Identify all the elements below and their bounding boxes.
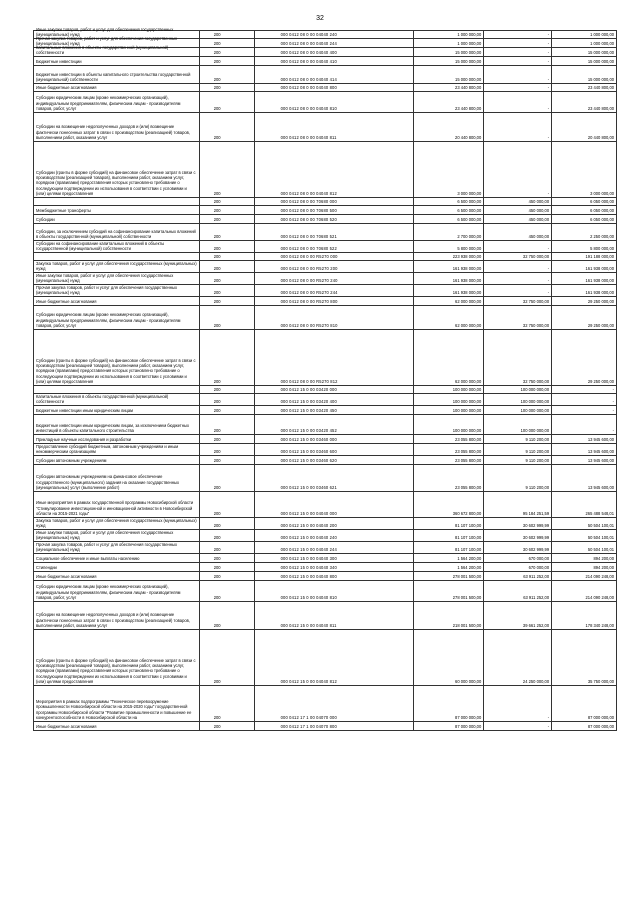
row-approved-cell: 23 055 800,00 bbox=[414, 444, 484, 455]
row-name-cell: Субсидии юридическим лицам (кроме некоммерческих организаций), индивидуальным предпринимателям, физическим лицам - производителям товаров, работ, услуг bbox=[34, 581, 200, 601]
row-code-cell: 200 bbox=[200, 542, 255, 553]
row-kbk-cell: 000 0412 08 0 00 R5270 800 bbox=[255, 297, 415, 305]
table-row bbox=[33, 84, 617, 92]
row-code-cell: 200 bbox=[200, 492, 255, 517]
row-kbk-cell: 000 0412 15 0 00 03460 621 bbox=[255, 465, 415, 491]
row-approved-cell: 81 107 100,00 bbox=[414, 518, 484, 529]
row-name-cell: Предоставление субсидий бюджетным, автономным учреждениям и иным некоммерческим организациям bbox=[34, 444, 200, 455]
row-executed-cell: - bbox=[484, 57, 552, 65]
row-remaining-cell: 2 250 000,00 bbox=[552, 224, 617, 240]
row-code-cell: 200 bbox=[200, 602, 255, 629]
row-executed-cell: 32 750 000,00 bbox=[484, 253, 552, 260]
row-name-cell: Закупка товаров, работ и услуг для обеспечения государственных (муниципальных) нужд bbox=[34, 261, 200, 272]
row-kbk-cell: 000 0412 08 0 00 04040 810 bbox=[255, 92, 415, 112]
row-approved-cell: 81 107 100,00 bbox=[414, 542, 484, 553]
table-row bbox=[33, 554, 617, 563]
row-remaining-cell: 15 000 000,00 bbox=[552, 66, 617, 83]
row-executed-cell: 100 000 000,00 bbox=[484, 406, 552, 414]
row-name-cell: Прочая закупка товаров, работ и услуг для обеспечения государственных (муниципальных) нужд bbox=[34, 542, 200, 553]
row-approved-cell: 62 000 000,00 bbox=[414, 306, 484, 329]
row-executed-cell: 450 000,00 bbox=[484, 206, 552, 214]
row-name-cell: Субсидии автономным учреждениям bbox=[34, 456, 200, 464]
row-code-cell: 200 bbox=[200, 444, 255, 455]
row-code-cell: 200 bbox=[200, 285, 255, 296]
row-name-cell: Капитальные вложения в объекты государственной (муниципальной) собственности bbox=[34, 48, 200, 56]
row-approved-cell: 2 700 000,00 bbox=[414, 224, 484, 240]
row-approved-cell: 81 107 100,00 bbox=[414, 530, 484, 541]
table-row bbox=[33, 330, 617, 386]
row-remaining-cell: 1 000 000,00 bbox=[552, 31, 617, 38]
row-approved-cell: 100 000 000,00 bbox=[414, 386, 484, 393]
row-kbk-cell: 000 0412 15 0 00 04040 300 bbox=[255, 554, 415, 562]
row-code-cell: 200 bbox=[200, 297, 255, 305]
row-kbk-cell: 000 0412 15 0 00 04040 812 bbox=[255, 630, 415, 685]
row-approved-cell: 87 000 000,00 bbox=[414, 686, 484, 721]
row-remaining-cell: 5 800 000,00 bbox=[552, 241, 617, 252]
table-row bbox=[33, 686, 617, 722]
row-kbk-cell: 000 0412 08 0 00 70680 000 bbox=[255, 198, 415, 205]
row-executed-cell: - bbox=[484, 261, 552, 272]
row-name-cell: Субсидии автономным учреждениям на финансовое обеспечение государственного (муниципального) задания на оказание государственных (муниципальных) услуг (выполнение работ) bbox=[34, 465, 200, 491]
table-row bbox=[33, 394, 617, 406]
row-name-cell: Бюджетные инвестиции в объекты капитального строительства государственной (муниципальной) собственности bbox=[34, 66, 200, 83]
row-code-cell: 200 bbox=[200, 84, 255, 91]
row-approved-cell: 6 500 000,00 bbox=[414, 215, 484, 223]
page-number: 32 bbox=[316, 15, 324, 22]
row-remaining-cell: 161 938 000,00 bbox=[552, 273, 617, 284]
row-code-cell: 200 bbox=[200, 31, 255, 38]
row-name-cell bbox=[34, 198, 200, 205]
row-kbk-cell: 000 0412 15 0 00 03460 600 bbox=[255, 444, 415, 455]
row-name-cell: Субсидии (гранты в форме субсидий) на финансовое обеспечение затрат в связи с производством (реализацией товаров), выполнением работ, оказанием услуг, порядком (правилами) предоставления которых установлено требование о последующем подтверждении их использования в соответствии с условиями и (или) целями предоставления bbox=[34, 330, 200, 385]
row-executed-cell: - bbox=[484, 285, 552, 296]
row-approved-cell: 100 000 000,00 bbox=[414, 394, 484, 405]
row-approved-cell: 223 938 000,00 bbox=[414, 253, 484, 260]
row-name-cell: Бюджетные инвестиции иным юридическим лицам bbox=[34, 406, 200, 414]
row-executed-cell: - bbox=[484, 113, 552, 141]
row-approved-cell: 87 000 000,00 bbox=[414, 722, 484, 730]
row-approved-cell: 100 000 000,00 bbox=[414, 406, 484, 414]
table-row bbox=[33, 542, 617, 554]
row-kbk-cell: 000 0412 08 0 00 04040 414 bbox=[255, 66, 415, 83]
row-code-cell: 200 bbox=[200, 572, 255, 580]
row-remaining-cell: 29 250 000,00 bbox=[552, 306, 617, 329]
row-executed-cell: - bbox=[484, 31, 552, 38]
row-executed-cell: 450 000,00 bbox=[484, 198, 552, 205]
row-remaining-cell: - bbox=[552, 415, 617, 434]
table-row bbox=[33, 456, 617, 465]
row-name-cell: Субсидии (гранты в форме субсидий) на финансовое обеспечение затрат в связи с производством (реализацией товаров), выполнением работ, оказанием услуг, порядком (правилами) предоставления которых установлено требование о последующем подтверждении их использования в соответствии с условиями и (или) целями предоставления bbox=[34, 630, 200, 685]
row-remaining-cell: 161 938 000,00 bbox=[552, 285, 617, 296]
row-executed-cell: 670 000,00 bbox=[484, 554, 552, 562]
row-executed-cell: - bbox=[484, 48, 552, 56]
row-approved-cell: 6 500 000,00 bbox=[414, 206, 484, 214]
row-remaining-cell: 214 090 248,00 bbox=[552, 572, 617, 580]
row-approved-cell: 20 440 800,00 bbox=[414, 113, 484, 141]
row-executed-cell: - bbox=[484, 84, 552, 91]
row-name-cell: Субсидии на софинансирование капитальных вложений в объекты государственной (муниципальной) собственности bbox=[34, 241, 200, 252]
row-remaining-cell: 265 488 548,01 bbox=[552, 492, 617, 517]
row-kbk-cell: 000 0412 08 0 00 R5270 200 bbox=[255, 261, 415, 272]
row-name-cell: Субсидии (гранты в форме субсидий) на финансовое обеспечение затрат в связи с производством (реализацией товаров), выполнением работ, оказанием услуг, порядком (правилами) предоставления которых установлено требование о последующем подтверждении их использования в соответствии с условиями и (или) целями предоставления bbox=[34, 142, 200, 197]
table-row bbox=[33, 261, 617, 273]
row-approved-cell: 23 440 800,00 bbox=[414, 84, 484, 91]
row-kbk-cell: 000 0412 15 0 00 04040 244 bbox=[255, 542, 415, 553]
row-executed-cell: 100 000 000,00 bbox=[484, 415, 552, 434]
table-row bbox=[33, 57, 617, 66]
row-executed-cell: 9 110 200,00 bbox=[484, 465, 552, 491]
row-name-cell: Бюджетные инвестиции иным юридическим лицам, за исключением бюджетных инвестиций в объекты капитального строительства bbox=[34, 415, 200, 434]
table-row bbox=[33, 492, 617, 518]
row-name-cell: Стипендии bbox=[34, 563, 200, 571]
row-kbk-cell: 000 0412 15 0 00 03420 450 bbox=[255, 406, 415, 414]
row-executed-cell: 95 184 251,59 bbox=[484, 492, 552, 517]
row-approved-cell: 60 000 000,00 bbox=[414, 630, 484, 685]
row-name-cell: Иные бюджетные ассигнования bbox=[34, 84, 200, 91]
row-code-cell: 200 bbox=[200, 66, 255, 83]
row-name-cell: Субсидии на возмещение недополученных доходов и (или) возмещение фактически понесенных затрат в связи с производством (реализацией) товаров, выполнением работ, оказанием услуг bbox=[34, 602, 200, 629]
row-remaining-cell: 161 938 000,00 bbox=[552, 261, 617, 272]
table-row bbox=[33, 224, 617, 241]
row-code-cell: 200 bbox=[200, 241, 255, 252]
table-row bbox=[33, 630, 617, 686]
row-code-cell: 200 bbox=[200, 206, 255, 214]
row-remaining-cell: 35 750 000,00 bbox=[552, 630, 617, 685]
row-approved-cell: 161 938 000,00 bbox=[414, 261, 484, 272]
row-code-cell: 200 bbox=[200, 686, 255, 721]
row-executed-cell: - bbox=[484, 686, 552, 721]
row-code-cell: 200 bbox=[200, 48, 255, 56]
row-executed-cell: 30 602 999,99 bbox=[484, 530, 552, 541]
table-row bbox=[33, 297, 617, 306]
row-remaining-cell: 50 504 100,01 bbox=[552, 518, 617, 529]
budget-table bbox=[33, 26, 617, 731]
row-approved-cell: 1 000 000,00 bbox=[414, 39, 484, 47]
row-code-cell: 200 bbox=[200, 456, 255, 464]
row-remaining-cell: - bbox=[552, 386, 617, 393]
table-row bbox=[33, 66, 617, 84]
row-executed-cell: 670 000,00 bbox=[484, 563, 552, 571]
row-approved-cell: 62 000 000,00 bbox=[414, 330, 484, 385]
row-name-cell bbox=[34, 386, 200, 393]
table-row bbox=[33, 563, 617, 572]
row-name-cell bbox=[34, 253, 200, 260]
table-row bbox=[33, 530, 617, 542]
row-remaining-cell: 50 504 100,01 bbox=[552, 530, 617, 541]
row-name-cell: Иные бюджетные ассигнования bbox=[34, 572, 200, 580]
row-name-cell: Субсидии bbox=[34, 215, 200, 223]
row-remaining-cell: 6 050 000,00 bbox=[552, 198, 617, 205]
row-kbk-cell: 000 0412 08 0 00 04040 240 bbox=[255, 31, 415, 38]
row-remaining-cell: 894 200,00 bbox=[552, 563, 617, 571]
row-code-cell: 200 bbox=[200, 722, 255, 730]
row-approved-cell: 278 001 500,00 bbox=[414, 581, 484, 601]
row-approved-cell: 3 000 000,00 bbox=[414, 142, 484, 197]
row-executed-cell: 100 000 000,00 bbox=[484, 386, 552, 393]
row-kbk-cell: 000 0412 15 0 00 04040 810 bbox=[255, 581, 415, 601]
row-code-cell: 200 bbox=[200, 261, 255, 272]
row-approved-cell: 1 000 000,00 bbox=[414, 31, 484, 38]
row-name-cell: Прочая закупка товаров, работ и услуг для обеспечения государственных (муниципальных) нужд bbox=[34, 285, 200, 296]
row-executed-cell: - bbox=[484, 66, 552, 83]
row-kbk-cell: 000 0412 08 0 00 R5270 244 bbox=[255, 285, 415, 296]
table-row bbox=[33, 215, 617, 224]
row-remaining-cell: 3 000 000,00 bbox=[552, 142, 617, 197]
row-code-cell: 200 bbox=[200, 113, 255, 141]
row-executed-cell: 9 110 200,00 bbox=[484, 444, 552, 455]
row-code-cell: 200 bbox=[200, 518, 255, 529]
row-remaining-cell: 214 090 248,00 bbox=[552, 581, 617, 601]
row-kbk-cell: 000 0412 08 0 00 70680 520 bbox=[255, 215, 415, 223]
row-kbk-cell: 000 0412 08 0 00 R5270 810 bbox=[255, 306, 415, 329]
row-code-cell: 200 bbox=[200, 198, 255, 205]
row-name-cell: Иные закупки товаров, работ и услуг для обеспечения государственных (муниципальных) нужд bbox=[34, 273, 200, 284]
table-row bbox=[33, 465, 617, 492]
row-executed-cell: - bbox=[484, 722, 552, 730]
row-executed-cell: 450 000,00 bbox=[484, 215, 552, 223]
row-approved-cell: 23 055 800,00 bbox=[414, 435, 484, 443]
row-approved-cell: 23 055 800,00 bbox=[414, 456, 484, 464]
row-name-cell: Иные бюджетные ассигнования bbox=[34, 297, 200, 305]
table-row bbox=[33, 142, 617, 198]
row-name-cell: Иные мероприятия в рамках государственной программы Новосибирской области "Стимулирование инвестиционной и инновационной активности в Новосибирской области на 2015-2021 годы" bbox=[34, 492, 200, 517]
table-row bbox=[33, 306, 617, 330]
row-remaining-cell: - bbox=[552, 394, 617, 405]
row-remaining-cell: - bbox=[552, 406, 617, 414]
row-kbk-cell: 000 0412 08 0 00 70680 521 bbox=[255, 224, 415, 240]
row-name-cell: Иные закупки товаров, работ и услуг для обеспечения государственных (муниципальных) нужд bbox=[34, 530, 200, 541]
row-approved-cell: 62 000 000,00 bbox=[414, 297, 484, 305]
row-kbk-cell: 000 0412 08 0 00 70680 522 bbox=[255, 241, 415, 252]
row-kbk-cell: 000 0412 08 0 00 R5270 240 bbox=[255, 273, 415, 284]
table-row bbox=[33, 285, 617, 297]
row-remaining-cell: 894 200,00 bbox=[552, 554, 617, 562]
row-name-cell: Субсидии на возмещение недополученных доходов и (или) возмещение фактически понесенных затрат в связи с производством (реализацией) товаров, выполнением работ, оказанием услуг bbox=[34, 113, 200, 141]
table-row bbox=[33, 722, 617, 731]
row-name-cell: Капитальные вложения в объекты государственной (муниципальной) собственности bbox=[34, 394, 200, 405]
table-row bbox=[33, 415, 617, 435]
row-executed-cell: 100 000 000,00 bbox=[484, 394, 552, 405]
row-executed-cell: 30 602 999,99 bbox=[484, 542, 552, 553]
row-remaining-cell: 191 188 000,00 bbox=[552, 253, 617, 260]
row-approved-cell: 5 800 000,00 bbox=[414, 241, 484, 252]
row-name-cell: Мероприятия в рамках подпрограммы "Техническое перевооружение промышленности Новосибирской области на 2015-2020 годы" государственной программы Новосибирской области "Развитие промышленности и повышение ее конкурентоспособности в Новосибирской области на bbox=[34, 686, 200, 721]
row-remaining-cell: 23 440 800,00 bbox=[552, 84, 617, 91]
row-kbk-cell: 000 0412 08 0 00 04040 812 bbox=[255, 142, 415, 197]
row-name-cell: Межбюджетные трансферты bbox=[34, 206, 200, 214]
row-executed-cell: - bbox=[484, 241, 552, 252]
row-kbk-cell: 000 0412 08 0 00 04040 800 bbox=[255, 84, 415, 91]
row-remaining-cell: 1 000 000,00 bbox=[552, 39, 617, 47]
row-approved-cell: 218 001 500,00 bbox=[414, 602, 484, 629]
row-approved-cell: 6 500 000,00 bbox=[414, 198, 484, 205]
row-code-cell: 200 bbox=[200, 406, 255, 414]
row-approved-cell: 1 564 200,00 bbox=[414, 563, 484, 571]
table-row bbox=[33, 602, 617, 630]
row-kbk-cell: 000 0412 15 0 00 04040 811 bbox=[255, 602, 415, 629]
row-kbk-cell: 000 0412 08 0 00 04040 400 bbox=[255, 48, 415, 56]
row-kbk-cell: 000 0412 15 0 00 03460 620 bbox=[255, 456, 415, 464]
row-executed-cell: 32 750 000,00 bbox=[484, 330, 552, 385]
table-row bbox=[33, 273, 617, 285]
row-name-cell: Прочая закупка товаров, работ и услуг для обеспечения государственных (муниципальных) нужд bbox=[34, 39, 200, 47]
row-approved-cell: 15 000 000,00 bbox=[414, 48, 484, 56]
row-code-cell: 200 bbox=[200, 630, 255, 685]
row-kbk-cell: 000 0412 15 0 00 04040 240 bbox=[255, 530, 415, 541]
row-approved-cell: 23 055 800,00 bbox=[414, 465, 484, 491]
table-row bbox=[33, 198, 617, 206]
table-row bbox=[33, 406, 617, 415]
row-kbk-cell: 000 0412 15 0 00 03420 400 bbox=[255, 394, 415, 405]
row-approved-cell: 360 672 800,00 bbox=[414, 492, 484, 517]
row-approved-cell: 23 440 800,00 bbox=[414, 92, 484, 112]
row-kbk-cell: 000 0412 15 0 00 03460 000 bbox=[255, 435, 415, 443]
row-kbk-cell: 000 0412 17 1 00 04070 800 bbox=[255, 722, 415, 730]
row-executed-cell: 39 661 252,00 bbox=[484, 602, 552, 629]
row-remaining-cell: 29 250 000,00 bbox=[552, 297, 617, 305]
table-row bbox=[33, 206, 617, 215]
row-code-cell: 200 bbox=[200, 394, 255, 405]
row-code-cell: 200 bbox=[200, 142, 255, 197]
row-remaining-cell: 87 000 000,00 bbox=[552, 686, 617, 721]
row-remaining-cell: 50 504 100,01 bbox=[552, 542, 617, 553]
table-row bbox=[33, 44, 617, 57]
row-remaining-cell: 15 000 000,00 bbox=[552, 57, 617, 65]
row-executed-cell: - bbox=[484, 39, 552, 47]
row-code-cell: 200 bbox=[200, 563, 255, 571]
row-approved-cell: 15 000 000,00 bbox=[414, 66, 484, 83]
table-row bbox=[33, 113, 617, 142]
table-row bbox=[33, 572, 617, 581]
row-code-cell: 200 bbox=[200, 415, 255, 434]
row-kbk-cell: 000 0412 08 0 00 R5270 812 bbox=[255, 330, 415, 385]
row-remaining-cell: 15 000 000,00 bbox=[552, 48, 617, 56]
row-executed-cell: 450 000,00 bbox=[484, 224, 552, 240]
row-executed-cell: - bbox=[484, 273, 552, 284]
row-name-cell: Субсидии юридическим лицам (кроме некоммерческих организаций), индивидуальным предпринимателям, физическим лицам - производителям товаров, работ, услуг bbox=[34, 92, 200, 112]
row-executed-cell: 24 250 000,00 bbox=[484, 630, 552, 685]
row-remaining-cell: 6 050 000,00 bbox=[552, 206, 617, 214]
row-name-cell: Бюджетные инвестиции bbox=[34, 57, 200, 65]
row-name-cell: Иные бюджетные ассигнования bbox=[34, 722, 200, 730]
row-executed-cell: 32 750 000,00 bbox=[484, 297, 552, 305]
row-code-cell: 200 bbox=[200, 530, 255, 541]
row-code-cell: 200 bbox=[200, 273, 255, 284]
row-code-cell: 200 bbox=[200, 581, 255, 601]
row-code-cell: 200 bbox=[200, 435, 255, 443]
table-row bbox=[33, 241, 617, 253]
row-code-cell: 200 bbox=[200, 57, 255, 65]
row-code-cell: 200 bbox=[200, 306, 255, 329]
row-approved-cell: 1 564 200,00 bbox=[414, 554, 484, 562]
row-code-cell: 200 bbox=[200, 39, 255, 47]
row-approved-cell: 161 938 000,00 bbox=[414, 273, 484, 284]
row-code-cell: 200 bbox=[200, 253, 255, 260]
row-code-cell: 200 bbox=[200, 386, 255, 393]
row-executed-cell: 63 911 252,00 bbox=[484, 572, 552, 580]
row-executed-cell: 32 750 000,00 bbox=[484, 306, 552, 329]
row-approved-cell: 278 001 500,00 bbox=[414, 572, 484, 580]
row-remaining-cell: 13 945 600,00 bbox=[552, 456, 617, 464]
row-code-cell: 200 bbox=[200, 215, 255, 223]
row-remaining-cell: 87 000 000,00 bbox=[552, 722, 617, 730]
row-kbk-cell: 000 0412 15 0 00 04040 200 bbox=[255, 518, 415, 529]
row-remaining-cell: 13 945 600,00 bbox=[552, 465, 617, 491]
row-approved-cell: 100 000 000,00 bbox=[414, 415, 484, 434]
row-kbk-cell: 000 0412 08 0 00 70680 500 bbox=[255, 206, 415, 214]
row-code-cell: 200 bbox=[200, 92, 255, 112]
row-executed-cell: - bbox=[484, 92, 552, 112]
row-name-cell: Прикладные научные исследования и разработки bbox=[34, 435, 200, 443]
row-executed-cell: 9 110 200,00 bbox=[484, 435, 552, 443]
row-remaining-cell: 29 250 000,00 bbox=[552, 330, 617, 385]
row-remaining-cell: 23 440 800,00 bbox=[552, 92, 617, 112]
row-kbk-cell: 000 0412 15 0 00 04040 800 bbox=[255, 572, 415, 580]
row-remaining-cell: 20 440 800,00 bbox=[552, 113, 617, 141]
row-code-cell: 200 bbox=[200, 224, 255, 240]
row-name-cell: Иные закупки товаров, работ и услуг для обеспечения государственных (муниципальных) нужд bbox=[34, 31, 200, 38]
row-approved-cell: 161 938 000,00 bbox=[414, 285, 484, 296]
row-executed-cell: - bbox=[484, 142, 552, 197]
table-row bbox=[33, 518, 617, 530]
row-code-cell: 200 bbox=[200, 330, 255, 385]
row-remaining-cell: 13 945 600,00 bbox=[552, 444, 617, 455]
row-kbk-cell: 000 0412 08 0 00 04040 410 bbox=[255, 57, 415, 65]
row-remaining-cell: 178 340 248,00 bbox=[552, 602, 617, 629]
row-name-cell: Закупка товаров, работ и услуг для обеспечения государственных (муниципальных) нужд bbox=[34, 518, 200, 529]
row-remaining-cell: 6 050 000,00 bbox=[552, 215, 617, 223]
row-executed-cell: 9 110 200,00 bbox=[484, 456, 552, 464]
row-kbk-cell: 000 0412 15 0 00 03420 000 bbox=[255, 386, 415, 393]
row-executed-cell: 30 602 999,99 bbox=[484, 518, 552, 529]
row-kbk-cell: 000 0412 08 0 00 04040 811 bbox=[255, 113, 415, 141]
row-code-cell: 200 bbox=[200, 465, 255, 491]
row-kbk-cell: 000 0412 08 0 00 04040 244 bbox=[255, 39, 415, 47]
table-row bbox=[33, 92, 617, 113]
row-name-cell: Социальное обеспечение и иные выплаты населению bbox=[34, 554, 200, 562]
row-kbk-cell: 000 0412 15 0 00 04040 000 bbox=[255, 492, 415, 517]
row-approved-cell: 15 000 000,00 bbox=[414, 57, 484, 65]
row-kbk-cell: 000 0412 15 0 00 04040 340 bbox=[255, 563, 415, 571]
row-executed-cell: 63 911 252,00 bbox=[484, 581, 552, 601]
table-row bbox=[33, 444, 617, 456]
row-remaining-cell: 13 945 600,00 bbox=[552, 435, 617, 443]
table-row bbox=[33, 581, 617, 602]
row-name-cell: Субсидии, за исключением субсидий на софинансирование капитальных вложений в объекты государственной (муниципальной) собственности bbox=[34, 224, 200, 240]
row-kbk-cell: 000 0412 15 0 00 03420 452 bbox=[255, 415, 415, 434]
row-kbk-cell: 000 0412 17 1 00 04070 000 bbox=[255, 686, 415, 721]
row-name-cell: Субсидии юридическим лицам (кроме некоммерческих организаций), индивидуальным предпринимателям, физическим лицам - производителям товаров, работ, услуг bbox=[34, 306, 200, 329]
row-code-cell: 200 bbox=[200, 554, 255, 562]
row-kbk-cell: 000 0412 08 0 00 R5270 000 bbox=[255, 253, 415, 260]
